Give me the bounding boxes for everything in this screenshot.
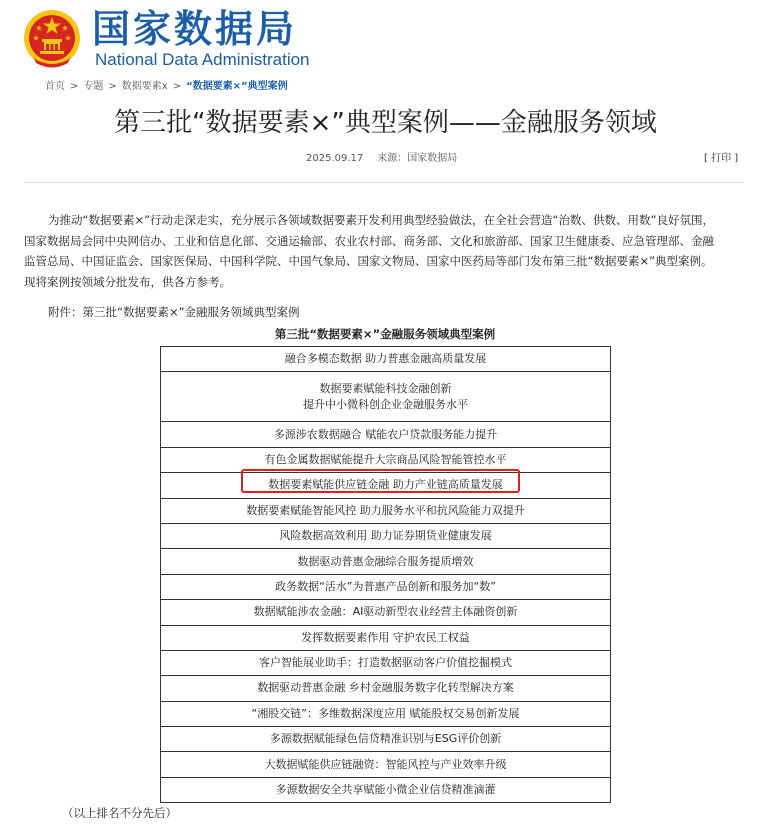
table-row	[161, 372, 611, 422]
breadcrumb-topics[interactable]: 专题	[83, 81, 104, 92]
case-title: 多源涉农数据融合 赋能农户贷款服务能力提升	[273, 427, 498, 441]
case-title: 融合多模态数据 助力普惠金融高质量发展	[284, 352, 487, 366]
case-title: 发挥数据要素作用 守护农民工权益	[301, 630, 470, 644]
breadcrumb-home[interactable]: 首页	[45, 81, 65, 92]
table-row	[161, 498, 611, 523]
case-cell	[161, 347, 611, 372]
breadcrumb	[45, 80, 288, 94]
case-title: 数据要素赋能供应链金融 助力产业链高质量发展	[268, 478, 503, 492]
case-cell	[161, 574, 611, 599]
table-row	[161, 701, 611, 726]
highlight-annotation	[241, 469, 520, 493]
table-row	[161, 549, 611, 574]
paragraph-line: 现将案例按领域分批发布，供各方参考。	[24, 274, 231, 289]
case-title: 数据要素赋能智能风控 助力服务水平和抗风险能力双提升	[246, 503, 525, 517]
site-header	[0, 0, 771, 76]
breadcrumb-data-elements[interactable]: 数据要素x	[121, 81, 168, 92]
case-cell	[161, 523, 611, 548]
table-row	[161, 752, 611, 777]
site-logo-subtitle[interactable]: National Data Administration	[95, 50, 310, 69]
print-button[interactable]: [ 打印 ]	[704, 153, 739, 164]
case-cell	[161, 625, 611, 650]
case-table-body	[161, 347, 611, 803]
attachment-label: 附件：第三批“数据要素×”金融服务领域典型案例	[48, 305, 300, 319]
case-cell	[161, 701, 611, 726]
site-logo-title[interactable]: 国家数据局	[92, 7, 298, 51]
paragraph-line: 为推动“数据要素×”行动走深走实，充分展示各领域数据要素开发利用典型经验做法，在全社会营造“治数、供数、用数”良好氛围，	[48, 213, 714, 227]
case-table	[160, 346, 611, 803]
case-title: 提升中小微科创企业金融服务水平	[303, 397, 468, 411]
case-cell	[161, 600, 611, 625]
case-title: 多源数据赋能绿色信贷精准识别与ESG评价创新	[269, 732, 502, 746]
case-title: 多源数据安全共享赋能小微企业信贷精准滴灌	[275, 783, 496, 797]
case-title: 有色金属数据赋能提升大宗商品风险智能管控水平	[264, 452, 507, 466]
publish-date: 2025.09.17	[306, 153, 364, 164]
table-row	[161, 777, 611, 802]
case-title: 政务数据“活水”为普惠产品创新和服务加“数”	[275, 579, 496, 593]
breadcrumb-current[interactable]: “数据要素×”典型案例	[186, 81, 288, 92]
case-cell	[161, 549, 611, 574]
case-cell	[161, 752, 611, 777]
case-title: 风险数据高效利用 助力证券期货业健康发展	[279, 529, 492, 543]
table-row	[161, 574, 611, 599]
chevron-right-icon: >	[108, 81, 117, 92]
case-cell	[161, 422, 611, 447]
article-body	[24, 210, 771, 292]
header-divider	[24, 182, 744, 183]
case-title: 数据驱动普惠金融综合服务提质增效	[297, 554, 474, 568]
table-row	[161, 347, 611, 372]
case-title: “湘股交链”：多维数据深度应用 赋能股权交易创新发展	[251, 706, 520, 720]
table-title: 第三批“数据要素×”金融服务领域典型案例	[274, 327, 496, 341]
case-cell	[161, 676, 611, 701]
page-title: 第三批“数据要素×”典型案例——金融服务领域	[114, 108, 657, 138]
case-title: 数据要素赋能科技金融创新	[319, 381, 452, 395]
case-cell	[161, 727, 611, 752]
ranking-note: （以上排名不分先后）	[62, 806, 177, 820]
chevron-right-icon: >	[172, 81, 182, 92]
case-cell	[161, 498, 611, 523]
table-row	[161, 625, 611, 650]
case-cell	[161, 777, 611, 802]
table-row	[161, 523, 611, 548]
case-title: 客户智能展业助手：打造数据驱动客户价值挖掘模式	[259, 656, 512, 670]
table-row	[161, 650, 611, 675]
case-title: 大数据赋能供应链融资：智能风控与产业效率升级	[264, 757, 507, 771]
table-row	[161, 676, 611, 701]
article-source: 来源：国家数据局	[377, 153, 458, 164]
case-cell	[161, 650, 611, 675]
case-cell	[161, 372, 611, 422]
paragraph-line: 监管总局、中国证监会、国家医保局、中国科学院、中国气象局、国家文物局、国家中医药局等部门发布第三批“数据要素×”典型案例。	[24, 254, 713, 268]
paragraph-line: 国家数据局会同中央网信办、工业和信息化部、交通运输部、农业农村部、商务部、文化和旅游部、国家卫生健康委、应急管理部、金融	[24, 233, 714, 248]
national-emblem-icon[interactable]	[22, 8, 82, 70]
article-meta	[306, 152, 457, 166]
case-title: 数据驱动普惠金融 乡村金融服务数字化转型解决方案	[257, 681, 514, 695]
table-row	[161, 422, 611, 447]
chevron-right-icon: >	[70, 81, 79, 92]
table-row	[161, 727, 611, 752]
case-title: 数据赋能涉农金融：AI驱动新型农业经营主体融资创新	[253, 605, 518, 619]
table-row	[161, 600, 611, 625]
